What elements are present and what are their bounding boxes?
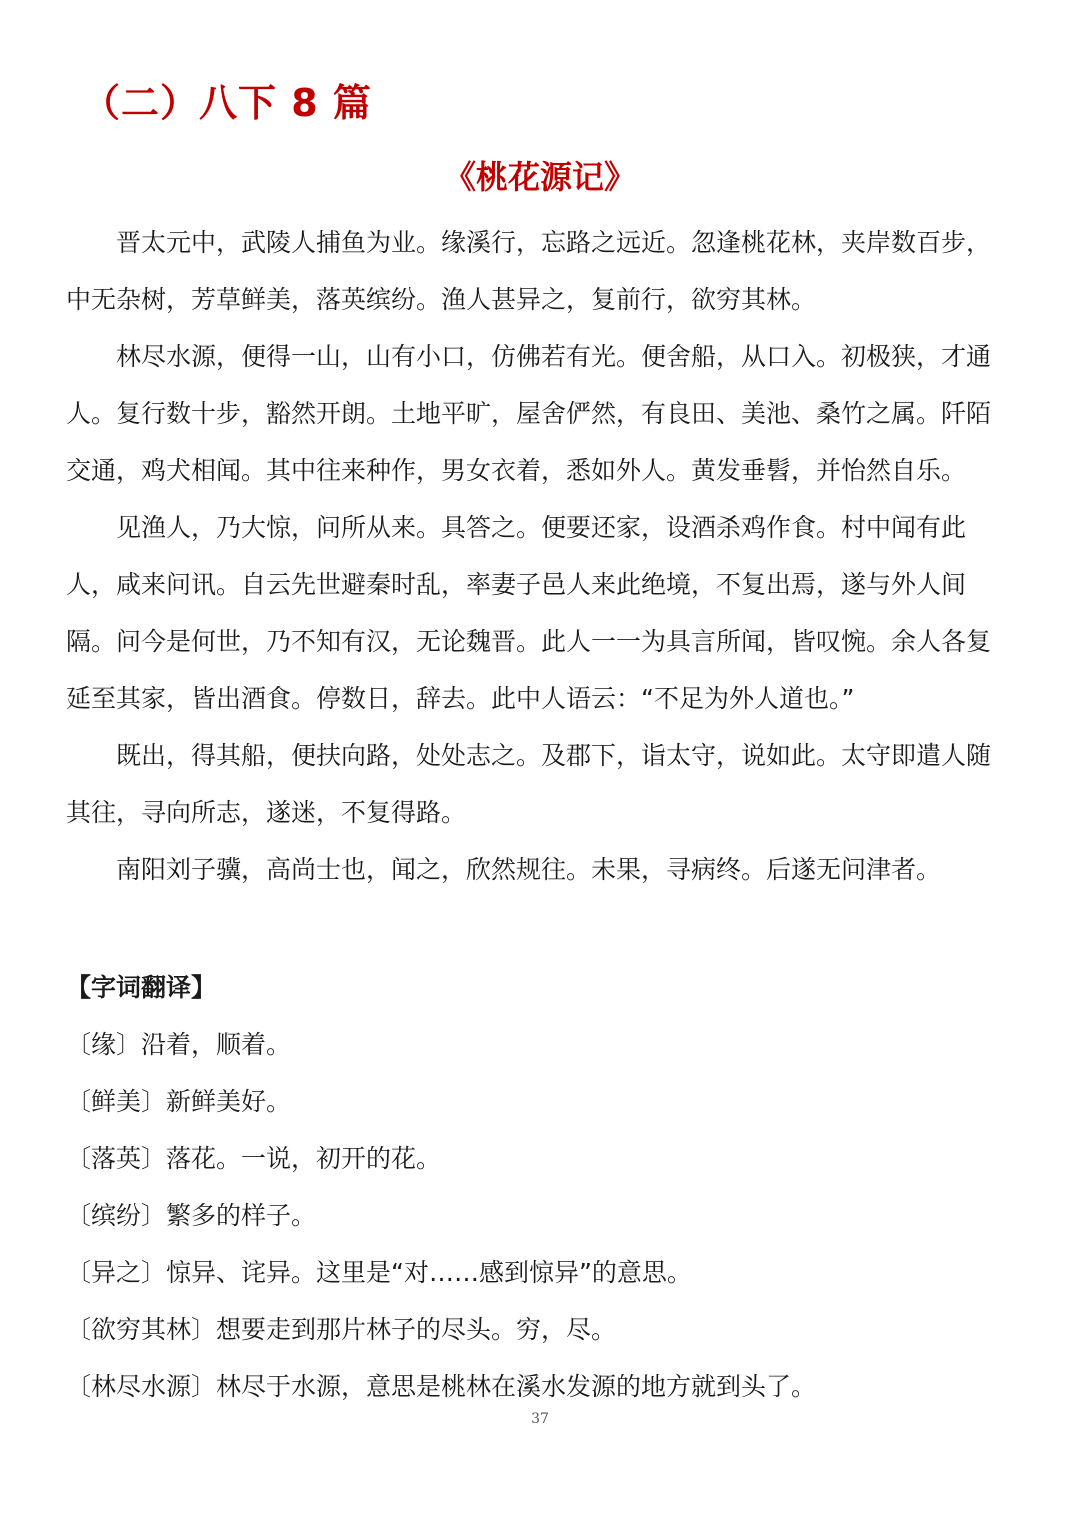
glossary-item: 〔缘〕沿着，顺着。: [66, 1030, 292, 1059]
glossary-heading: 【字词翻译】: [66, 973, 217, 1002]
glossary-item: 〔缤纷〕繁多的样子。: [66, 1201, 317, 1230]
glossary-item: 〔欲穷其林〕想要走到那片林子的尽头。穷，尽。: [66, 1315, 617, 1344]
glossary-item: 〔林尽水源〕林尽于水源，意思是桃林在溪水发源的地方就到头了。: [66, 1372, 817, 1401]
essay-paragraph-3: 见渔人，乃大惊，问所从来。具答之。便要还家，设酒杀鸡作食。村中闻有此人，咸来问讯。自云先世避秦时乱，率妻子邑人来此绝境，不复出焉，遂与外人间隔。问今是何世，乃不知有汉，无论魏晋。此人一一为具言所闻，皆叹惋。余人各复延至其家，皆出酒食。停数日，辞去。此中人语云：“不足为外人道也。”: [66, 513, 992, 713]
section-heading: （二）八下 8 篇: [82, 81, 372, 125]
essay-paragraph-1: 晋太元中，武陵人捕鱼为业。缘溪行，忘路之远近。忽逢桃花林，夹岸数百步，中无杂树，芳草鲜美，落英缤纷。渔人甚异之，复前行，欲穷其林。: [66, 228, 992, 314]
glossary-list: [66, 1016, 1010, 1415]
glossary-item: 〔异之〕惊异、诧异。这里是“对……感到惊异”的意思。: [66, 1258, 692, 1287]
glossary-item: 〔落英〕落花。一说，初开的花。: [66, 1144, 442, 1173]
glossary-section: [66, 959, 1010, 1415]
essay-title: 《桃花源记》: [443, 158, 636, 196]
page-number: 37: [531, 1411, 549, 1427]
essay-paragraph-5: 南阳刘子骥，高尚士也，闻之，欣然规往。未果，寻病终。后遂无问津者。: [116, 855, 942, 884]
essay-paragraph-4: 既出，得其船，便扶向路，处处志之。及郡下，诣太守，说如此。太守即遣人随其往，寻向所志，遂迷，不复得路。: [66, 741, 992, 827]
glossary-item: 〔鲜美〕新鲜美好。: [66, 1087, 292, 1116]
essay-body: [66, 214, 1010, 898]
essay-paragraph-2: 林尽水源，便得一山，山有小口，仿佛若有光。便舍船，从口入。初极狭，才通人。复行数十步，豁然开朗。土地平旷，屋舍俨然，有良田、美池、桑竹之属。阡陌交通，鸡犬相闻。其中往来种作，男女衣着，悉如外人。黄发垂髫，并怡然自乐。: [66, 342, 992, 485]
